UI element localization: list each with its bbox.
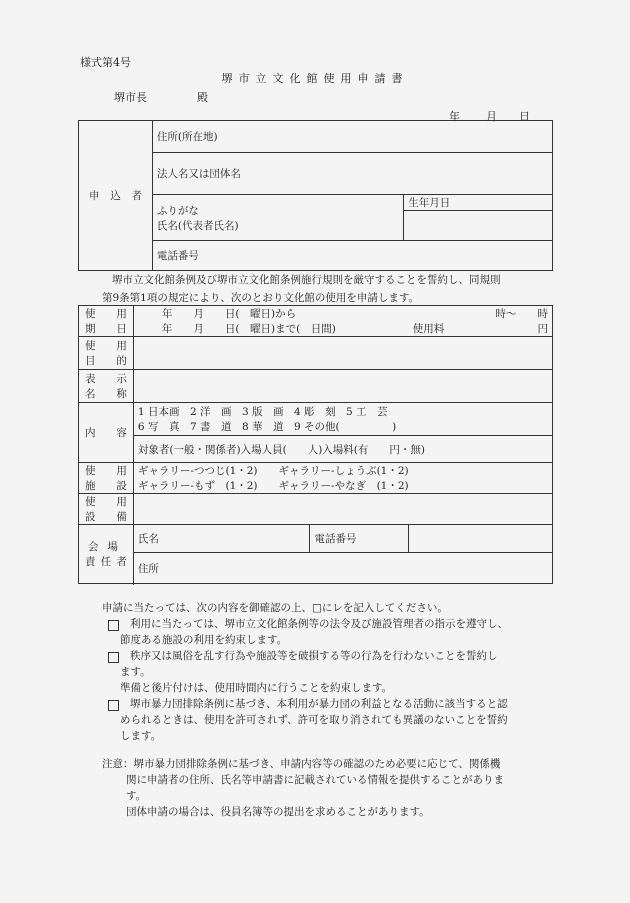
confirm-1-line-1: 利用に当たっては、堺市立文化館条例等の法令及び施設管理者の指示を遵守し、 [130,618,508,630]
birth-label: 生年月日 [408,197,451,209]
manager-address-label: 住所 [137,562,159,575]
content-line-2: 6 写 真 7 書 道 8 華 道 9 その他( ) [137,421,397,433]
content-line-3: 対象者(一般・関係者)入場人員( 人)入場料(有 円・無) [137,443,425,456]
applicant-label-cell [79,121,153,271]
address-field[interactable] [152,121,552,153]
equipment-label-2: 設備 [85,511,127,523]
equipment-label-cell [79,494,134,525]
facility-label-cell [79,463,134,494]
equipment-field[interactable] [133,494,552,525]
content-line-1: 1 日本画 2 洋 画 3 版 画 4 彫 刻 5 工 芸 [137,406,388,418]
org-label: 法人名又は団体名 [156,168,241,180]
manager-phone-label: 電話番号 [314,533,357,545]
display-label-cell [79,370,134,403]
intro-line-2: 第9条第1項の規定により、次のとおり文化館の使用を申請します。 [102,292,420,304]
checkbox-2[interactable] [108,652,119,663]
phone-field[interactable] [152,241,552,271]
content-genres[interactable] [133,403,552,436]
confirm-3-line-1: 堺市暴力団排除条例に基づき、本利用が暴力団の利益となる活動に該当すると認 [130,698,508,710]
manager-label-cell [79,525,134,584]
period-label-1: 使用 [85,308,127,320]
confirm-2-line-3: 準備と後片付けは、使用時間内に行うことを約束します。 [120,682,393,694]
honorific: 殿 [197,91,208,104]
content-label: 内容 [85,427,127,439]
checkbox-3[interactable] [108,700,119,711]
display-label-1: 表示 [85,373,127,385]
date-day: 日 [519,110,530,123]
addressee: 堺市長 [114,91,147,104]
manager-phone-field[interactable] [409,525,553,553]
manager-phone-label-cell [310,525,409,553]
purpose-field[interactable] [133,337,552,370]
purpose-label-cell [79,337,134,370]
period-time-fee[interactable] [409,306,553,337]
confirm-2-line-2: ます。 [120,666,151,678]
period-dates[interactable] [133,306,408,337]
confirm-3-line-2: められるときは、使用を許可されず、許可を取り消されても異議のないことを誓約 [120,714,508,726]
furigana-label: ふりがな [156,204,199,217]
date-month: 月 [486,110,497,123]
name-field[interactable] [152,195,403,241]
note-line-2: 関に申請者の住所、氏名等申請書に記載されている情報を提供することがありま [126,774,504,786]
confirm-heading: 申請に当たっては、次の内容を御確認の上、□にレを記入してください。 [102,602,448,614]
birth-field[interactable] [404,211,553,241]
manager-name-field[interactable] [133,525,310,553]
period-from: 年 月 日( 曜日)から [161,308,297,320]
facility-label-1: 使用 [85,465,127,477]
applicant-label: 申込者 [89,190,142,202]
name-label: 氏名(代表者氏名) [156,219,239,232]
manager-label-2: 責任者 [85,556,127,568]
fee-label: 使用料 [412,323,445,335]
confirm-3-line-3: します。 [120,730,162,742]
form-number: 様式第4号 [80,56,131,69]
display-field[interactable] [133,370,552,403]
purpose-label-2: 目的 [85,355,127,367]
period-label-cell [79,306,134,337]
manager-name-label: 氏名 [137,533,159,545]
note-line-3: す。 [126,790,147,802]
facility-line-2: ギャラリー-もず (1・2) ギャラリー-やなぎ (1・2) [137,480,409,492]
content-label-cell [79,403,134,463]
period-time: 時〜 時 [495,308,548,320]
intro-line-1: 堺市立文化館条例及び堺市立文化館条例施行規則を厳守することを誓約し、同規則 [112,274,501,286]
page-title: 堺市立文化館使用申請書 [221,72,409,85]
checkbox-1[interactable] [108,620,119,631]
note-line-1: 注意：堺市暴力団排除条例に基づき、申請内容等の確認のため必要に応じて、関係機 [102,758,501,770]
content-admission[interactable] [133,436,552,463]
manager-address-field[interactable] [133,553,552,584]
applicant-table [78,120,553,271]
fee-unit: 円 [537,323,548,335]
org-field[interactable] [152,153,552,195]
purpose-label-1: 使用 [85,340,127,352]
main-table [78,305,553,584]
manager-label-1: 会場 [87,541,127,553]
equipment-label-1: 使用 [85,496,127,508]
note-line-4: 団体申請の場合は、役員名簿等の提出を求めることがあります。 [126,806,430,818]
period-to: 年 月 日( 曜日)まで( 日間) [161,323,336,335]
confirm-2-line-1: 秩序又は風俗を乱す行為や施設等を破損する等の行為を行わないことを誓約し [130,650,498,662]
facility-label-2: 施設 [85,480,127,492]
birth-label-cell [404,195,553,211]
facility-options[interactable] [133,463,552,494]
facility-line-1: ギャラリー-つつじ(1・2) ギャラリー-しょうぶ(1・2) [137,465,409,477]
date-year: 年 [449,110,460,123]
period-label-2: 期日 [85,323,127,335]
display-label-2: 名称 [85,388,127,400]
address-label: 住所(所在地) [156,131,218,143]
phone-label: 電話番号 [156,250,199,262]
confirm-1-line-2: 節度ある施設の利用を約束します。 [120,634,288,646]
manager-label-divider [133,526,134,585]
